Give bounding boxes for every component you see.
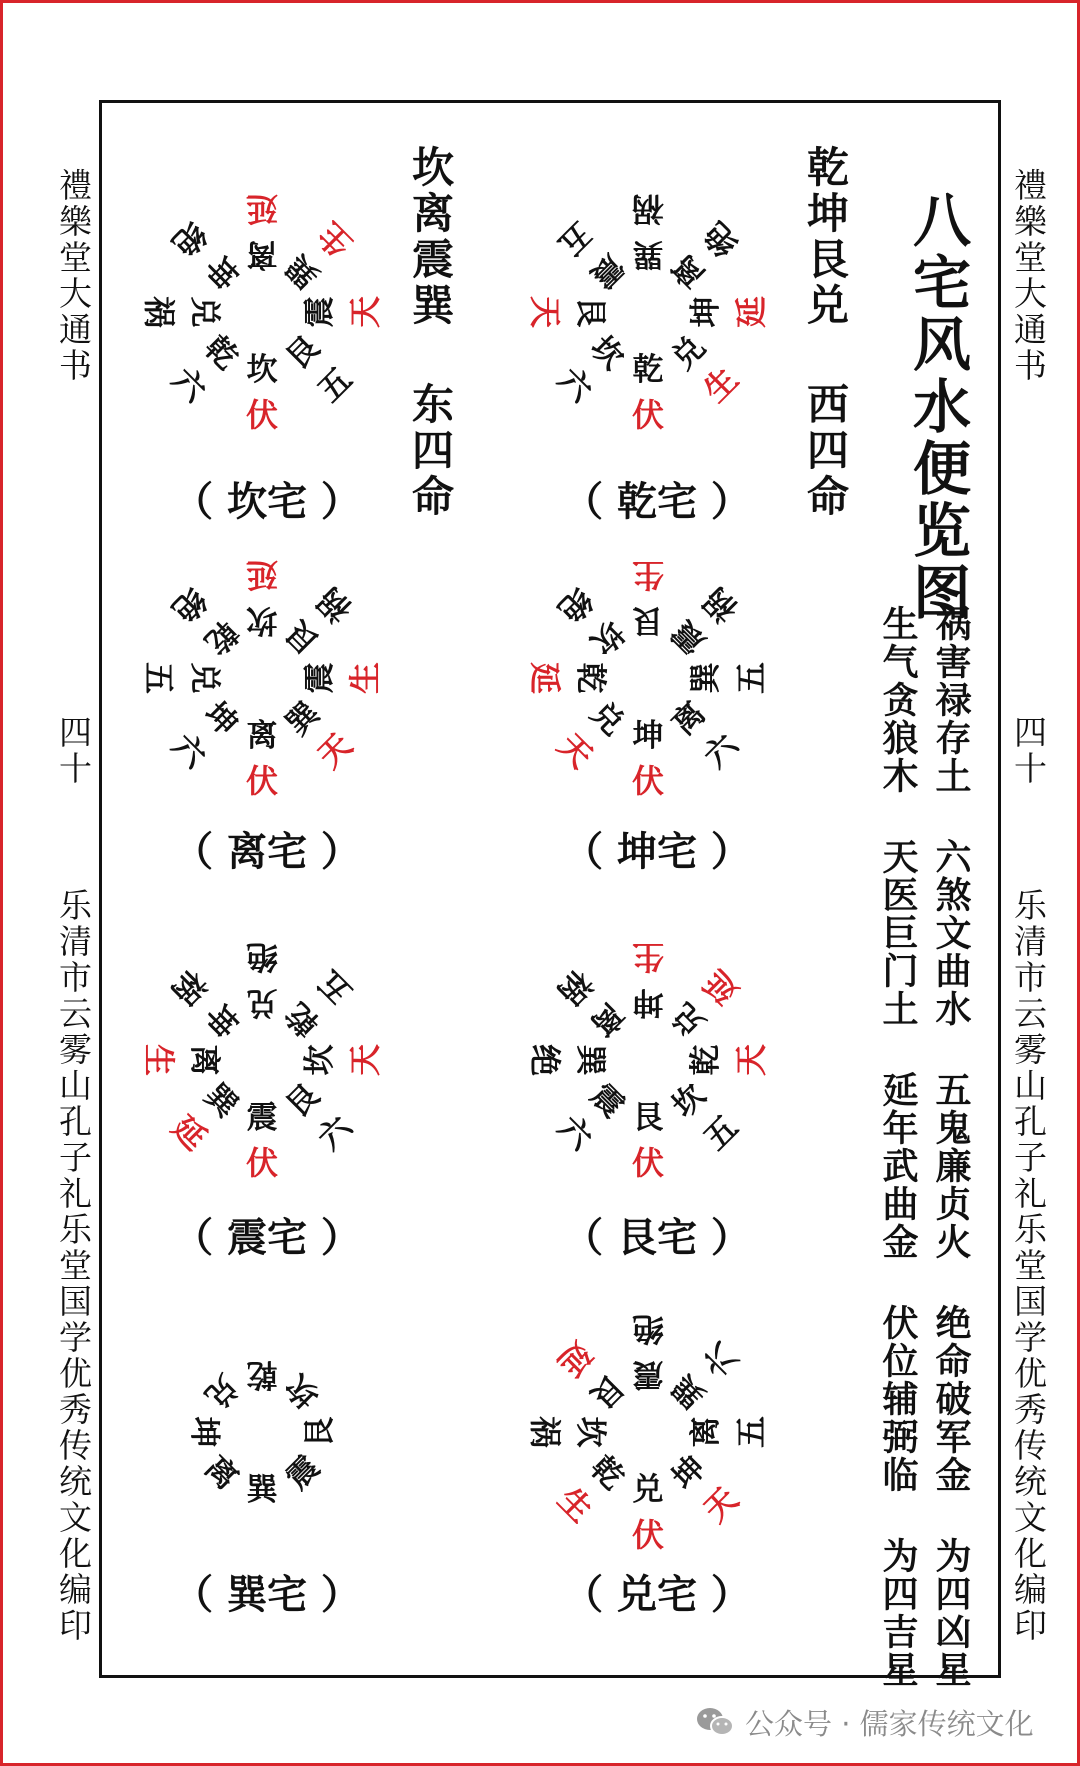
star-glyph: 绝: [632, 1310, 665, 1348]
star-glyph: 五: [732, 1416, 770, 1449]
trigram-glyph: 巽: [572, 1044, 608, 1076]
star-glyph: 祸: [550, 962, 600, 1012]
star-glyph: 六: [164, 726, 214, 776]
side-left-book-title: 禮樂堂大通书: [54, 168, 93, 384]
star-glyph: 绝: [164, 580, 214, 630]
star-glyph: 五: [140, 661, 178, 694]
star-glyph: 五: [310, 962, 360, 1012]
star-glyph: 天: [526, 295, 564, 328]
star-glyph: 祸: [526, 1415, 564, 1448]
star-glyph: 天: [310, 726, 360, 776]
house-label-li: （ 离宅 ）: [173, 829, 361, 875]
star-glyph: 伏: [245, 396, 278, 434]
page-title: 八宅风水便览图: [903, 190, 971, 624]
trigram-glyph: 震: [583, 1077, 631, 1125]
trigram-glyph: 艮: [279, 1077, 327, 1125]
house-label-dui: （ 兑宅 ）: [563, 1572, 751, 1618]
star-glyph: 延: [246, 190, 279, 228]
star-glyph: 绝: [526, 1043, 564, 1076]
trigram-glyph: 坎: [279, 1367, 327, 1415]
trigram-glyph: 坤: [688, 296, 724, 328]
trigram-glyph: 坎: [583, 329, 631, 377]
trigram-glyph: 艮: [572, 296, 608, 328]
trigram-glyph: 兑: [186, 296, 222, 328]
star-glyph: 伏: [245, 1144, 278, 1182]
trigram-glyph: 坎: [665, 1077, 713, 1125]
trigram-glyph: 震: [246, 1100, 278, 1136]
star-glyph: 绝: [246, 938, 279, 976]
trigram-glyph: 离: [197, 1449, 245, 1497]
trigram-glyph: 乾: [632, 352, 664, 388]
star-glyph: 六: [696, 1334, 746, 1384]
side-right-book-title: 禮樂堂大通书: [1009, 168, 1048, 384]
trigram-glyph: 离: [246, 718, 278, 754]
trigram-glyph: 震: [665, 613, 713, 661]
trigram-glyph: 巽: [279, 247, 327, 295]
star-glyph: 祸: [164, 962, 214, 1012]
house-label-kan: （ 坎宅 ）: [173, 479, 361, 525]
four-bad-stars: 祸害禄存土 六煞文曲水 五鬼廉贞火 绝命破军金 为四凶星: [930, 605, 971, 1689]
trigram-glyph: 乾: [583, 1449, 631, 1497]
trigram-glyph: 兑: [665, 995, 713, 1043]
star-glyph: 生: [632, 938, 665, 976]
trigram-glyph: 兑: [186, 662, 222, 694]
star-glyph: 生: [346, 662, 384, 695]
trigram-glyph: 坤: [632, 984, 664, 1020]
star-glyph: 生: [696, 360, 746, 410]
house-label-zhen: （ 震宅 ）: [173, 1215, 361, 1261]
house-label-qian: （ 乾宅 ）: [563, 479, 751, 525]
trigram-glyph: 兑: [583, 695, 631, 743]
trigram-glyph: 乾: [279, 995, 327, 1043]
trigram-glyph: 乾: [572, 662, 608, 694]
trigram-glyph: 坎: [246, 602, 278, 638]
trigram-glyph: 坎: [246, 352, 278, 388]
trigram-glyph: 震: [302, 662, 338, 694]
star-glyph: 生: [310, 214, 360, 264]
watermark-text: 公众号 · 儒家传统文化: [745, 1706, 1034, 1741]
house-label-kun: （ 坤宅 ）: [563, 829, 751, 875]
star-glyph: 伏: [631, 1516, 664, 1554]
star-glyph: 延: [696, 962, 746, 1012]
trigram-glyph: 兑: [632, 1472, 664, 1508]
trigram-glyph: 巽: [279, 695, 327, 743]
star-glyph: 延: [550, 1334, 600, 1384]
star-glyph: 五: [696, 1108, 746, 1158]
trigram-glyph: 艮: [583, 1367, 631, 1415]
trigram-glyph: 坤: [665, 1449, 713, 1497]
star-glyph: 生: [140, 1043, 178, 1076]
trigram-glyph: 坤: [197, 247, 245, 295]
trigram-glyph: 乾: [688, 1044, 724, 1076]
star-glyph: 伏: [631, 396, 664, 434]
star-glyph: 生: [632, 556, 665, 594]
star-glyph: 天: [346, 296, 384, 329]
side-right-publisher: 乐清市云雾山孔子礼乐堂国学优秀传统文化编印: [1009, 888, 1048, 1644]
star-glyph: 祸: [696, 580, 746, 630]
wechat-watermark: [695, 1697, 1034, 1747]
star-glyph: 六: [550, 360, 600, 410]
star-glyph: 六: [696, 726, 746, 776]
trigram-glyph: 震: [279, 1449, 327, 1497]
trigram-glyph: 坎: [302, 1044, 338, 1076]
west-four-group: 乾坤艮兑 西四命: [801, 145, 850, 520]
star-glyph: 延: [246, 556, 279, 594]
wechat-icon: [695, 1705, 735, 1739]
star-glyph: 延: [732, 296, 770, 329]
star-glyph: 天: [550, 726, 600, 776]
four-good-stars: 生气贪狼木 天医巨门土 延年武曲金 伏位辅弼临 为四吉星: [877, 605, 918, 1689]
trigram-glyph: 乾: [197, 613, 245, 661]
trigram-glyph: 艮: [279, 613, 327, 661]
trigram-glyph: 坤: [186, 1416, 222, 1448]
trigram-glyph: 巽: [197, 1077, 245, 1125]
star-glyph: 天: [732, 1044, 770, 1077]
star-glyph: 五: [310, 360, 360, 410]
star-glyph: 祸: [140, 295, 178, 328]
trigram-glyph: 巽: [688, 662, 724, 694]
star-glyph: 绝: [696, 214, 746, 264]
star-glyph: 延: [164, 1108, 214, 1158]
star-glyph: 伏: [245, 762, 278, 800]
trigram-glyph: 乾: [197, 329, 245, 377]
star-glyph: 天: [696, 1480, 746, 1530]
trigram-glyph: 艮: [279, 329, 327, 377]
star-glyph: 生: [550, 1480, 600, 1530]
side-left-publisher: 乐清市云雾山孔子礼乐堂国学优秀传统文化编印: [54, 888, 93, 1644]
star-glyph: 六: [310, 1108, 360, 1158]
star-glyph: 祸: [310, 580, 360, 630]
trigram-glyph: 艮: [632, 1100, 664, 1136]
star-glyph: 六: [164, 360, 214, 410]
trigram-glyph: 巽: [632, 236, 664, 272]
trigram-glyph: 离: [583, 995, 631, 1043]
trigram-glyph: 坎: [583, 613, 631, 661]
trigram-glyph: 坎: [572, 1416, 608, 1448]
side-left-page-number: 四十: [54, 715, 93, 787]
house-label-xun: （ 巽宅 ）: [173, 1572, 361, 1618]
trigram-glyph: 离: [665, 247, 713, 295]
trigram-glyph: 兑: [197, 1367, 245, 1415]
side-right-page-number: 四十: [1009, 715, 1048, 787]
star-glyph: 绝: [550, 580, 600, 630]
east-four-group: 坎离震巽 东四命: [406, 145, 455, 520]
trigram-glyph: 兑: [246, 984, 278, 1020]
star-glyph: 伏: [631, 1144, 664, 1182]
trigram-glyph: 离: [688, 1416, 724, 1448]
trigram-glyph: 震: [632, 1356, 664, 1392]
house-label-gen: （ 艮宅 ）: [563, 1215, 751, 1261]
trigram-glyph: 离: [246, 236, 278, 272]
trigram-glyph: 坤: [632, 718, 664, 754]
trigram-glyph: 兑: [665, 329, 713, 377]
star-glyph: 祸: [632, 190, 665, 228]
star-glyph: 伏: [631, 762, 664, 800]
trigram-glyph: 坤: [197, 695, 245, 743]
trigram-glyph: 震: [302, 296, 338, 328]
trigram-glyph: 离: [665, 695, 713, 743]
star-glyph: 绝: [164, 214, 214, 264]
trigram-glyph: 艮: [632, 602, 664, 638]
star-glyph: 延: [526, 661, 564, 694]
star-glyph: 五: [550, 214, 600, 264]
star-glyph: 六: [550, 1108, 600, 1158]
trigram-glyph: 坤: [197, 995, 245, 1043]
star-glyph: 五: [732, 662, 770, 695]
trigram-glyph: 离: [186, 1044, 222, 1076]
trigram-glyph: 震: [583, 247, 631, 295]
trigram-glyph: 巽: [665, 1367, 713, 1415]
star-glyph: 天: [346, 1044, 384, 1077]
trigram-glyph: 巽: [246, 1472, 278, 1508]
trigram-glyph: 乾: [246, 1356, 278, 1392]
trigram-glyph: 艮: [302, 1416, 338, 1448]
